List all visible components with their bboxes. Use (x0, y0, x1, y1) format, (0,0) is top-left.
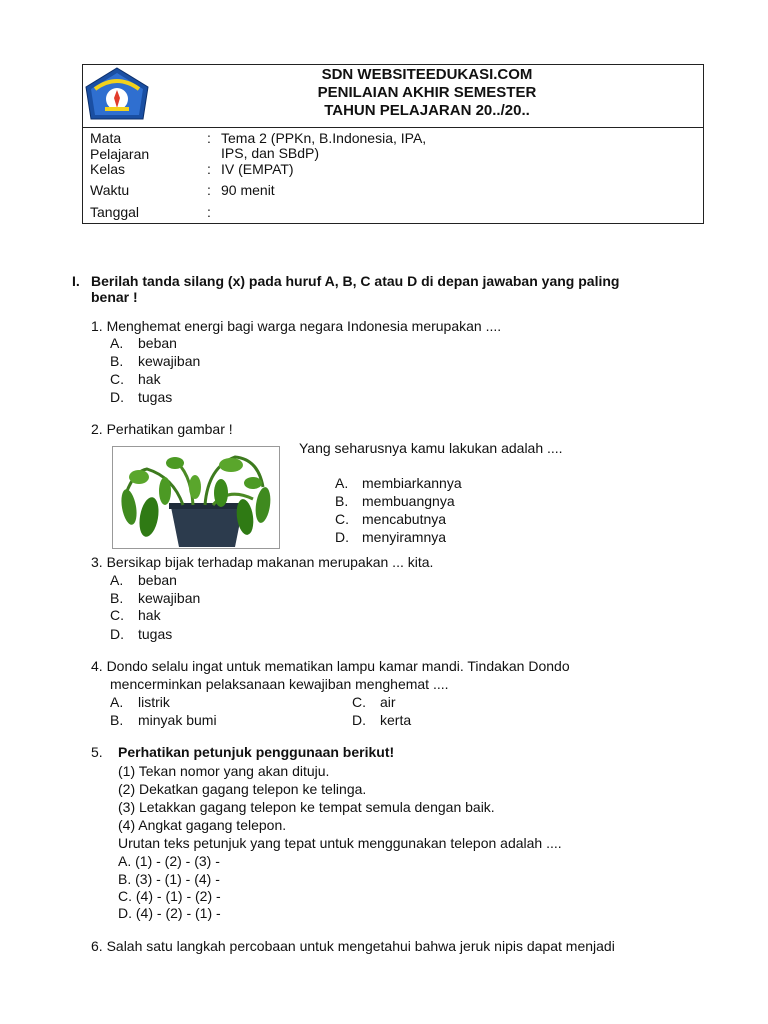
info-value-cont: IPS, dan SBdP) (221, 145, 320, 161)
option-letter: D. (110, 389, 124, 405)
option-letter: A. (110, 694, 124, 710)
q4-option-a (110, 694, 170, 710)
q5-option-a: A. (1) - (2) - (3) - (118, 853, 220, 869)
q3-option-a (110, 572, 177, 588)
option-text: hak (138, 607, 161, 623)
option-text: kewajiban (138, 590, 201, 606)
info-colon: : (207, 182, 211, 198)
option-letter: B. (110, 712, 124, 728)
option-letter: D. (110, 626, 124, 642)
academic-year: TAHUN PELAJARAN 20../20.. (324, 102, 530, 119)
question-5-title: Perhatikan petunjuk penggunaan berikut! (118, 744, 395, 760)
option-letter: C. (110, 607, 124, 623)
q3-option-d (110, 626, 173, 642)
info-colon: : (207, 204, 211, 220)
option-letter: B. (110, 590, 124, 606)
option-letter: B. (110, 353, 124, 369)
section-instruction: Berilah tanda silang (x) pada huruf A, B, C atau D di depan jawaban yang paling (91, 273, 620, 289)
question-5-question: Urutan teks petunjuk yang tepat untuk menggunakan telepon adalah .... (118, 835, 562, 851)
q5-step-3: (3) Letakkan gagang telepon ke tempat semula dengan baik. (118, 799, 495, 815)
option-letter: C. (335, 511, 349, 527)
q4-option-c (352, 694, 396, 710)
option-text: listrik (138, 694, 170, 710)
info-value: 90 menit (221, 182, 275, 198)
option-text: menyiramnya (362, 529, 447, 545)
exam-title: PENILAIAN AKHIR SEMESTER (317, 84, 537, 101)
question-6: 6. Salah satu langkah percobaan untuk mengetahui bahwa jeruk nipis dapat menjadi (91, 938, 615, 954)
section-number: I. (72, 273, 80, 289)
q3-option-c (110, 607, 161, 623)
q1-option-c (110, 371, 161, 387)
option-text: kewajiban (138, 353, 201, 369)
option-text: tugas (138, 626, 173, 642)
question-4: 4. Dondo selalu ingat untuk mematikan lampu kamar mandi. Tindakan Dondo (91, 658, 570, 674)
option-text: hak (138, 371, 161, 387)
question-4-cont: mencerminkan pelaksanaan kewajiban menghemat .... (110, 676, 449, 692)
q2-option-c (335, 511, 447, 527)
wilted-plant-image (112, 446, 280, 549)
option-letter: A. (335, 475, 349, 491)
q5-step-4: (4) Angkat gagang telepon. (118, 817, 287, 833)
question-3: 3. Bersikap bijak terhadap makanan merupakan ... kita. (91, 554, 434, 570)
option-letter: B. (335, 493, 349, 509)
option-text: minyak bumi (138, 712, 217, 728)
option-letter: D. (352, 712, 366, 728)
school-name: SDN WEBSITEEDUKASI.COM (321, 66, 533, 83)
q5-option-c: C. (4) - (1) - (2) - (118, 888, 221, 904)
q1-option-a (110, 335, 177, 351)
option-text: air (380, 694, 396, 710)
option-letter: A. (110, 335, 124, 351)
header-divider (83, 127, 703, 128)
section-instruction-cont: benar ! (91, 289, 138, 305)
option-letter: A. (110, 572, 124, 588)
info-label: Mata Pelajaran (90, 130, 150, 162)
q3-option-b (110, 590, 201, 606)
info-label: Kelas (90, 161, 126, 177)
question-5-number: 5. (91, 744, 103, 760)
q1-option-d (110, 389, 173, 405)
option-letter: C. (352, 694, 366, 710)
option-letter: C. (110, 371, 124, 387)
q4-option-b (110, 712, 217, 728)
q2-option-d (335, 529, 447, 545)
option-text: beban (138, 572, 177, 588)
q5-option-b: B. (3) - (1) - (4) - (118, 871, 220, 887)
question-1: 1. Menghemat energi bagi warga negara Indonesia merupakan .... (91, 318, 502, 334)
option-text: membiarkannya (362, 475, 462, 491)
info-value: IV (EMPAT) (221, 161, 294, 177)
info-colon: : (207, 130, 211, 146)
option-text: membuangnya (362, 493, 455, 509)
q2-option-a (335, 475, 462, 491)
info-colon: : (207, 161, 211, 177)
q5-option-d: D. (4) - (2) - (1) - (118, 905, 221, 921)
q2-prompt: Yang seharusnya kamu lakukan adalah .... (299, 440, 563, 456)
q1-option-b (110, 353, 201, 369)
info-label: Tanggal (90, 204, 140, 220)
school-logo-icon (85, 67, 149, 123)
option-text: mencabutnya (362, 511, 447, 527)
info-label: Waktu (90, 182, 130, 198)
option-letter: D. (335, 529, 349, 545)
option-text: kerta (380, 712, 412, 728)
option-text: tugas (138, 389, 173, 405)
info-value: Tema 2 (PPKn, B.Indonesia, IPA, (221, 130, 427, 146)
q2-option-b (335, 493, 455, 509)
question-2: 2. Perhatikan gambar ! (91, 421, 233, 437)
option-text: beban (138, 335, 177, 351)
q5-step-1: (1) Tekan nomor yang akan dituju. (118, 763, 330, 779)
q4-option-d (352, 712, 412, 728)
q5-step-2: (2) Dekatkan gagang telepon ke telinga. (118, 781, 367, 797)
